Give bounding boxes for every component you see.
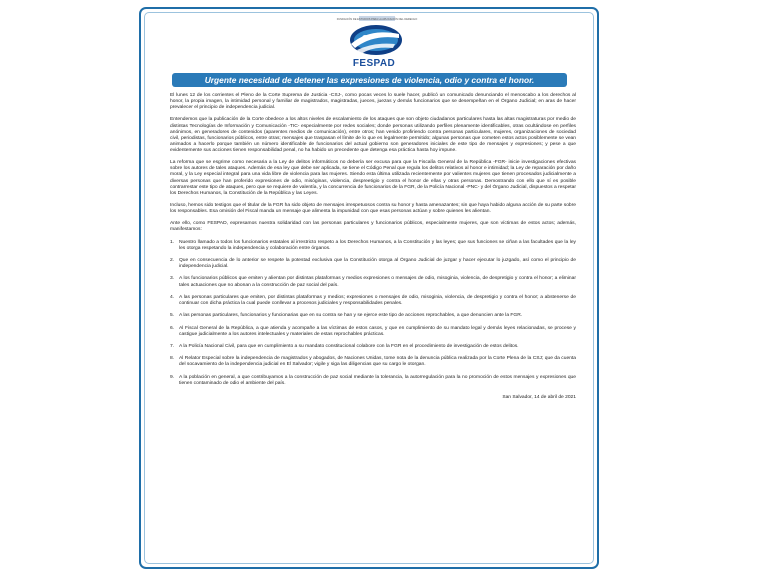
paragraph: Entendemos que la publicación de la Corte obedece a los altos niveles de escalamiento de los ataques que son objeto ciudadanos particulares hasta las altas magistraturas por medio de distintas Tecnologías de Información y Comunicación -TIC- especialmente por redes sociales; donde personas utilizando perfiles plenamente identificables, otras ocultándose en perfiles anónimos, en generadores de contenidos (aparentes medios de comunicación), entre otros; han venido profiriendo contra personas particulares, mujeres, organizaciones de sociedad civil, periodistas, funcionarios públicos, entre otras; mensajes que traspasan el límite de lo que es legalmente permitido; algunas personas que cometen estos actos posiblemente se vean animados a hacerlo porque también un número identificable de funcionarios del actual gobierno son generadores iniciales de este tipo de mensajes y expresiones; y pese a que evidentemente sus acciones tienen responsabilidad penal, no ha habido un precedente que detenga esa práctica hasta hoy impune. bbox=[170, 117, 576, 153]
list-text: Al Fiscal General de la República, a que atienda y acompañe a las víctimas de estos casos, y que en cumplimiento de su mandato legal y demás leyes relacionadas, se procese y castigue judicialmente a los autores intelectuales y materiales de estas reprochables prácticas. bbox=[179, 325, 576, 337]
list-text: A las personas particulares que emiten, por distintas plataformas y medios; expresiones o mensajes de odio, misoginia, violencia, de despretigio y contra el honor; a abstenerse de continuar con dicha práctica la cual puede conllevar a procesos judiciales y responsabilidades penales. bbox=[179, 294, 576, 306]
list-text: Al Relator Especial sobre la independencia de magistrados y abogados, de Naciones Unidas, tome nota de la denuncia pública realizada por la Corte Plena de la CSJ; que da cuenta del socavamiento de la independencia judicial en El Salvador; vigile y siga las diligencias que su cargo le otorgan. bbox=[179, 356, 576, 368]
list-number: 3. bbox=[170, 276, 175, 282]
list-number: 7. bbox=[170, 343, 175, 349]
list-item bbox=[170, 276, 576, 288]
document-body bbox=[170, 93, 576, 407]
paragraph: La reforma que se esgrime como necesaria a la Ley de delitos informáticos no debería ser excusa para que la Fiscalía General de la República -FGR- inicie investigaciones efectivas sobre los autores de tales ataques. Además de esa ley que debe ser aplicada, se tiene el Código Penal que regula los delitos relativos al honor e intimidad; la Ley de reparación por daño moral, y la Ley especial integral para una vida libre de violencia para las mujeres. Siendo esta última utilizada recientemente por valientes mujeres que tienen procesados judicialmente a diversas personas que han proferido expresiones de odio, misóginas, violencia, despreetigio y contra el honor de ellas y otras personas. Demostrando con ello que sí es posible contrarrestar este tipo de ataques, pero que se requiere de valentía, y la concurrencia de funcionarios de la FGR, de la Policía Nacional -PNC- y del Órgano Judicial, dispuestos a respetar los Derechos Humanos, la Constitución de la República y las Leyes. bbox=[170, 160, 576, 196]
list-item bbox=[170, 375, 576, 387]
list-number: 8. bbox=[170, 356, 175, 362]
list-number: 1. bbox=[170, 239, 175, 245]
logo-name: FESPAD bbox=[352, 58, 396, 69]
demands-list bbox=[170, 240, 576, 387]
list-number: 4. bbox=[170, 294, 175, 300]
list-item bbox=[170, 356, 576, 368]
document-page bbox=[139, 7, 599, 569]
list-number: 5. bbox=[170, 313, 175, 319]
list-number: 9. bbox=[170, 374, 175, 380]
list-text: Nuestro llamado a todos los funcionarios estatales al irrestricto respeto a los Derechos Humanos, a la Constitución y las leyes; que sus funciones se ciñan a las facultades que la ley les otorga respetando la independencia y colaboración entre órganos. bbox=[179, 239, 576, 251]
paragraph: Incluso, hemos sido testigos que el titular de la FGR ha sido objeto de mensajes irrespetuosos contra su honor y hasta amenazantes; sin que haya habido alguna acción de su parte sobre los responsables. Esa omisión del Fiscal manda un mensaje que alimenta la impunidad con que esas personas actúan y sobre quienes les alientan. bbox=[170, 202, 576, 215]
list-text: Que en consecuencia de lo anterior se respete la potestad exclusiva que la Constitución otorga al Órgano Judicial de juzgar y hacer ejecutar lo juzgado, así como el principio de independencia judicial. bbox=[179, 258, 576, 270]
list-item bbox=[170, 344, 576, 350]
paragraph: El lunes 12 de los corrientes el Pleno de la Corte Suprema de Justicia -CSJ-, como pocas veces lo suele hacer, publicó un comunicado denunciando el menoscabo a los derechos al honor, la propia imagen, la intimidad personal y familiar de magistrados, magistradas, jueces, juezas y demás funcionarios que se desempeñan en el Órgano Judicial; en aras de hacer prevalecer el principio de independencia judicial. bbox=[170, 93, 576, 111]
list-item bbox=[170, 326, 576, 338]
list-number: 2. bbox=[170, 258, 175, 264]
list-number: 6. bbox=[170, 325, 175, 331]
logo-small-text: FUNDACIÓN DE ESTUDIOS PARA LA APLICACIÓN DEL DERECHO bbox=[336, 18, 418, 21]
list-item bbox=[170, 313, 576, 319]
list-text: A los funcionarios públicos que emiten y alientan por distintas plataformas y medios expresiones o mensajes de odio, misoginia, violencia, de despretigio y contra el honor; a eliminar tales actuaciones que no abonan a la construcción de paz social del país. bbox=[179, 276, 576, 288]
list-item bbox=[170, 258, 576, 270]
list-text: A las personas particulares, funcionarios y funcionarias que en su contra se han y se ejerce este tipo de acciones reprochables, a que denuncien ante la FGR. bbox=[179, 313, 523, 319]
list-text: A la Policía Nacional Civil, para que en cumplimiento a su mandato constitucional colabore con la FGR en el procedimiento de investigación de estos delitos. bbox=[179, 343, 519, 349]
list-item bbox=[170, 295, 576, 307]
place-date: San Salvador, 14 de abril de 2021 bbox=[502, 394, 576, 400]
fespad-logo bbox=[336, 14, 418, 72]
list-text: A la población en general, a que contribuyamos a la construcción de paz social mediante la tolerancia, la autorregulación para la no promoción de estos mensajes y expresiones que tienen contaminado de odio el ambiente del país. bbox=[179, 374, 576, 386]
page-title: Urgente necesidad de detener las expresiones de violencia, odio y contra el honor. bbox=[172, 73, 567, 87]
paragraph: Ante ello, como FESPAD, expresamos nuestra solidaridad con las personas particulares y funcionarios públicos, especialmente mujeres, que son víctimas de estos actos; además, manifestamos: bbox=[170, 221, 576, 233]
logo-emblem bbox=[336, 14, 418, 58]
list-item bbox=[170, 240, 576, 252]
